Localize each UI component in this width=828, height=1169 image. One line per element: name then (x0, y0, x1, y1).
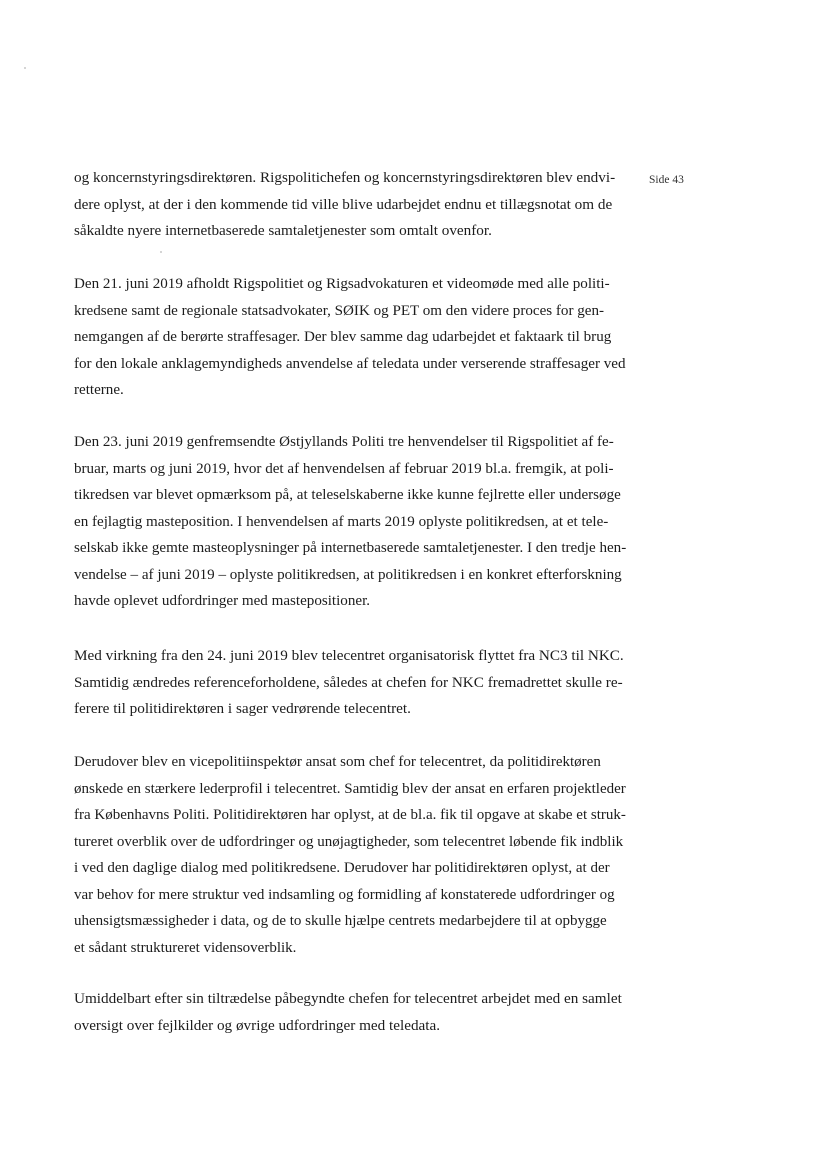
text-line: tikredsen var blevet opmærksom på, at teleselskaberne ikke kunne fejlrette eller undersøge (74, 486, 621, 503)
text-line: selskab ikke gemte masteoplysninger på internetbaserede samtaletjenester. I den tredje hen- (74, 539, 627, 556)
paragraph-3 (74, 429, 630, 615)
text-line: Den 21. juni 2019 afholdt Rigspolitiet og Rigsadvokaturen et videomøde med alle politi- (74, 275, 610, 292)
text-line: ønskede en stærkere lederprofil i telecentret. Samtidig blev der ansat en erfaren projektleder (74, 779, 626, 797)
text-line: uhensigtsmæssigheder i data, og de to skulle hjælpe centrets medarbejdere til at opbygge (74, 912, 607, 929)
paragraph-4 (74, 643, 624, 723)
page-number-label: Side 43 (649, 174, 684, 186)
text-line: såkaldte nyere internetbaserede samtaletjenester som omtalt ovenfor. (74, 222, 492, 239)
text-line: dere oplyst, at der i den kommende tid ville blive udarbejdet endnu et tillægsnotat om de (74, 195, 613, 213)
paragraph-6 (74, 986, 622, 1039)
scan-speck (160, 251, 162, 253)
text-line: retterne. (74, 381, 124, 398)
text-line: havde oplevet udfordringer med mastepositioner. (74, 592, 371, 609)
text-line: i ved den daglige dialog med politikredsene. Derudover har politidirektøren oplyst, at der (74, 859, 610, 876)
text-line: Den 23. juni 2019 genfremsendte Østjyllands Politi tre henvendelser til Rigspolitiet af fe- (74, 433, 614, 450)
text-line: for den lokale anklagemyndigheds anvendelse af teledata under verserende straffesager ved (74, 354, 626, 372)
text-line: nemgangen af de berørte straffesager. Der blev samme dag udarbejdet et faktaark til brug (74, 328, 612, 345)
text-line: vendelse – af juni 2019 – oplyste politikredsen, at politikredsen i en konkret efterforskning (74, 565, 622, 583)
text-line: Med virkning fra den 24. juni 2019 blev telecentret organisatorisk flyttet fra NC3 til NKC. (74, 647, 624, 664)
text-line: Samtidig ændredes referenceforholdene, således at chefen for NKC fremadrettet skulle re- (74, 673, 623, 691)
text-line: var behov for mere struktur ved indsamling og formidling af konstaterede udfordringer og (74, 885, 615, 903)
paragraph-1 (74, 165, 615, 245)
scan-speck (24, 67, 26, 69)
paragraph-2 (74, 271, 630, 404)
text-line: oversigt over fejlkilder og øvrige udfordringer med teledata. (74, 1016, 441, 1034)
text-line: fra Københavns Politi. Politidirektøren har oplyst, at de bl.a. fik til opgave at skabe et struk- (74, 806, 626, 823)
text-line: tureret overblik over de udfordringer og unøjagtigheder, som telecentret løbende fik indblik (74, 832, 624, 850)
text-line: en fejlagtig masteposition. I henvendelsen af marts 2019 oplyste politikredsen, at et tele- (74, 512, 609, 530)
text-line: ferere til politidirektøren i sager vedrørende telecentret. (74, 700, 411, 717)
text-line: og koncernstyringsdirektøren. Rigspolitichefen og koncernstyringsdirektøren blev endvi- (74, 169, 616, 186)
text-line: et sådant struktureret vidensoverblik. (74, 938, 297, 956)
paragraph-5 (74, 749, 633, 961)
text-line: bruar, marts og juni 2019, hvor det af henvendelsen af februar 2019 bl.a. fremgik, at poli- (74, 459, 614, 477)
text-line: Umiddelbart efter sin tiltrædelse påbegyndte chefen for telecentret arbejdet med en samlet (74, 990, 622, 1007)
text-line: kredsene samt de regionale statsadvokater, SØIK og PET om den videre proces for gen- (74, 301, 605, 319)
text-line: Derudover blev en vicepolitiinspektør ansat som chef for telecentret, da politidirektøren (74, 753, 601, 770)
